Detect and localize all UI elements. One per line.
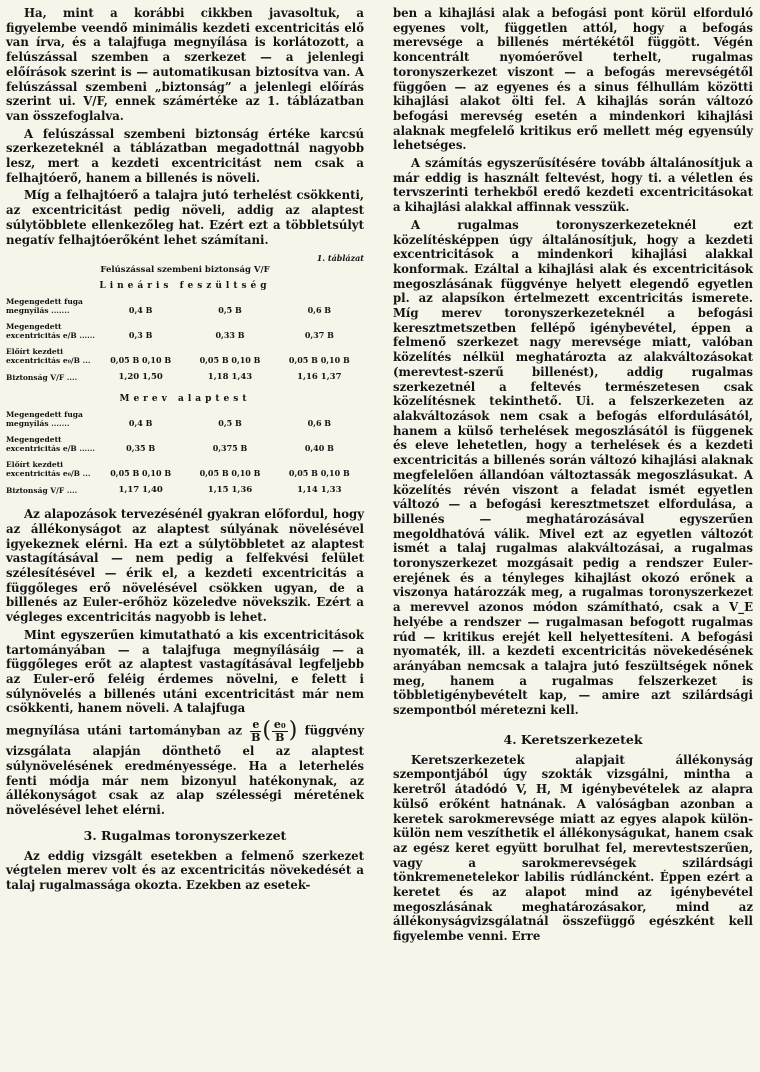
table-cell: 0,05 B 0,10 B	[110, 468, 172, 479]
table-row	[6, 371, 364, 388]
paragraph: Keretszerkezetek alapjait állékonyság szempontjából úgy szokták vizsgálni, mintha a keretről átadódó V, H, M igénybevételek az alapra külső erőként hatnának. A valóságban azonban a keretek sarokmerevsége miatt az egyes alapok külön-külön nem veszíthetik el állékonyságukat, hanem csak az egész keret együtt borulhat fel, merevtestszerűen, vagy a sarokmerevségek szilárdsági tönkremenetelekor labilis rúdláncként. Éppen ezért a keretet és az alapot mind az igénybevétel megoszlásának meghatározásakor, mind az állékonyságvizsgálatnál összefüggő egészként kell figyelembe venni. Erre	[393, 752, 753, 944]
paragraph-with-formula	[6, 719, 364, 818]
table-row	[6, 459, 364, 484]
row-label: Megengedett excentricitás e/B ......	[6, 322, 96, 341]
paragraph: Az eddig vizsgált esetekben a felmenő szerkezet végtelen merev volt és az excentricitás növekedését a talaj rugalmassága okozta. Ezekben az esetek-	[6, 848, 364, 893]
table-cell: 0,3 B	[128, 330, 153, 341]
table-cell: 1,14 1,33	[297, 485, 342, 496]
table-cell: 0,6 B	[307, 418, 332, 429]
table-row	[6, 484, 364, 501]
table-row	[6, 409, 364, 434]
paragraph: Ha, mint a korábbi cikkben javasoltuk, a figyelembe veendő minimális kezdeti excentricitás elő van írva, és a talajfuga megnyílása is korlátozott, a felúszással szemben a szerkezet — a jelenlegi előírások szerint is — automatikusan biztosítva van. A felúszással szembeni „biztonság” a jelenlegi előírás szerint ui. V/F, ennek számértéke az 1. táblázatban van összefoglalva.	[6, 6, 364, 123]
table-cell: 1,20 1,50	[118, 372, 163, 383]
table-cell: 0,6 B	[307, 305, 332, 316]
table-1	[6, 253, 364, 501]
table-cell: 1,17 1,40	[118, 485, 163, 496]
paragraph: Mint egyszerűen kimutatható a kis excentricitások tartományában — a talajfuga megnyílásáig — a függőleges erőt az alaptest vastagításával legfeljebb az Euler-erő feléig érdemes növelni, e felett i súlynövelés a billenés utáni excentricitást már nem csökkenti, hanem növeli. A talajfuga	[6, 627, 364, 716]
table-cell: 0,33 B	[215, 330, 245, 341]
table-section-heading: Merev alaptest	[119, 394, 251, 405]
table-cell: 0,4 B	[128, 418, 153, 429]
row-label: Megengedett fuga megnyílás .......	[6, 297, 83, 316]
table-cell: 0,5 B	[218, 418, 242, 429]
table-cell: 0,05 B 0,10 B	[110, 355, 172, 366]
row-label: Előírt kezdeti excentricitás e₀/B ...	[6, 347, 91, 366]
table-cell: 0,375 B	[212, 443, 248, 454]
table-section-heading: Lineáris feszültség	[99, 281, 271, 292]
fraction-e0-over-B: $\frac{\text{e₀}}{B}$	[273, 718, 286, 745]
right-column	[393, 6, 753, 944]
row-label: Megengedett excentricitás e/B ......	[6, 435, 96, 454]
table-cell: 0,5 B	[218, 305, 242, 316]
table-cell: 0,4 B	[128, 305, 153, 316]
paragraph: A felúszással szembeni biztonság értéke karcsú szerkezeteknél a táblázatban megadottnál nagyobb lesz, mert a kezdeti excentricitást nem csak a felhajtóerő, hanem a billenés is növeli.	[6, 126, 364, 185]
table-cell: 0,05 B 0,10 B	[288, 468, 350, 479]
table-cell: 0,37 B	[304, 330, 334, 341]
table-row	[6, 321, 364, 346]
formula-lead-text: megnyílása utáni tartományban az	[6, 723, 243, 738]
row-label: Biztonság V/F ....	[6, 486, 78, 496]
table-cell: 0,40 B	[304, 443, 334, 454]
table-cell: 0,35 B	[126, 443, 156, 454]
formula-tail-text: függvény vizsgálata alapján dönthető el az alaptest súlynövelésének eredményessége. Ha a leterhelés fenti módja már nem bizonyul hatékonynak, az állékonyságot csak az alap szélességi méretének növelésével lehet elérni.	[6, 723, 364, 817]
table-row	[6, 434, 364, 459]
section-heading: 4. Keretszerkezetek	[503, 731, 643, 747]
paragraph: Míg a felhajtóerő a talajra jutó terhelést csökkenti, az excentricitást pedig növeli, addig az alaptest súlytöbblete ellenkezőleg hat. Ezért ezt a többletsúlyt negatív felhajtóerőként lehet számítani.	[6, 188, 364, 247]
row-label: Biztonság V/F ....	[6, 373, 78, 383]
table-block-linear	[6, 296, 364, 388]
table-number: 1. táblázat	[316, 253, 364, 264]
table-cell: 1,18 1,43	[207, 372, 253, 383]
left-column	[6, 6, 364, 893]
row-label: Előírt kezdeti excentricitás e₀/B ...	[6, 460, 91, 479]
table-block-rigid	[6, 409, 364, 501]
table-cell: 0,05 B 0,10 B	[288, 355, 350, 366]
open-paren: (	[262, 718, 271, 744]
row-label: Megengedett fuga megnyílás .......	[6, 410, 83, 429]
table-cell: 1,16 1,37	[297, 372, 342, 383]
table-title: Felúszással szembeni biztonság V/F	[100, 265, 270, 276]
close-paren: )	[288, 718, 298, 744]
table-row	[6, 296, 364, 321]
table-cell: 1,15 1,36	[207, 485, 253, 496]
paragraph: Az alapozások tervezésénél gyakran előfordul, hogy az állékonyságot az alaptest súlyának növelésével igyekeznek elérni. Ha ezt a súlytöbbletet az alaptest vastagításával — nem pedig a felfekvési felület szélesítésével — érik el, a kezdeti excentricitás a függőleges erő növelésével csökken ugyan, de a billenés az Euler-erőhöz közeledve növekszik. Ezért a végleges excentricitás nagyobb is lehet.	[6, 507, 364, 625]
paragraph: ben a kihajlási alak a befogási pont körül elforduló egyenes volt, független attól, hogy a befogás merevsége a billenés mértékétől függött. Végén koncentrált nyomóerővel terhelt, rugalmas toronyszerkezet viszont — a befogás merevségétől függően — az egyenes és a sinus félhullám közötti kihajlási alakot ölti fel. A kihajlás során változó befogási merevség esetén a mindenkori kihajlási alaknak megfelelő kritikus erő mellett még egyensúly lehetséges.	[393, 6, 753, 153]
section-heading: 3. Rugalmas toronyszerkezet	[83, 827, 287, 843]
table-cell: 0,05 B 0,10 B	[199, 355, 261, 366]
fraction-e-over-B: $\frac{e}{B}$	[251, 718, 261, 745]
paragraph: A számítás egyszerűsítésére tovább általánosítjuk a már eddig is használt feltevést, hogy ti. a véletlen és tervszerinti terhekből eredő kezdeti excentricitásokat a kihajlási alakkal affinnak vesszük.	[393, 156, 753, 215]
table-row	[6, 346, 364, 371]
table-cell: 0,05 B 0,10 B	[199, 468, 261, 479]
paragraph: A rugalmas toronyszerkezeteknél ezt közelítésképpen úgy általánosítjuk, hogy a kezdeti excentricitások a mindenkori kihajlási alakkal konformak. Ezáltal a kihajlási alak és excentricitások megoszlásának függvénye helyett elegendő egyetlen pl. az alapsíkon értelmezett excentricitás ismerete. Míg merev toronyszerkezeteknél a befogási keresztmetszetben fellépő igénybevétel, éppen a felmenő szerkezet nagy merevsége miatt, valóban közelítés nélkül meghatározta az alakváltozásokat (merevtest-szerű billenést), addig rugalmas szerkezetnél a feltevés természetesen csak közelítésnek tekinthető. Ui. a felszerkezeten az alakváltozások nem csak a befogás elfordulásától, hanem a külső terhelések megoszlásától is függenek és eleve lehetetlen, hogy a terhelések és a kezdeti excentricitás a billenés során változó kihajlási alaknak megfelelően állandóan változtassák megoszlásukat. A közelítés révén viszont a feladat ismét egyetlen változó — a befogási keresztmetszet elfordulása, a billenés — meghatározásával egyszerűen megoldhatóvá válik. Mivel ezt az egyetlen változót ismét a talaj rugalmas alakváltozásai, a rugalmas toronyszerkezet mozgásait pedig a rendszer Euler-erejének és a tényleges kihajlást okozó erőnek a viszonya határozzák meg, a rugalmas toronyszerkezet a merevvel azonos módon számítható, csak a V_E helyébe a rendszer — rugalmasan befogott rugalmas rúd — kritikus erejét kell helyettesíteni. A befogási nyomaték, ill. a kezdeti excentricitás növekedésének arányában nemcsak a talajra jutó feszültségek nőnek meg, hanem a rugalmas felszerkezet is többletigénybevételt kap, — amire azt szilárdsági szempontból méretezni kell.	[393, 217, 753, 718]
